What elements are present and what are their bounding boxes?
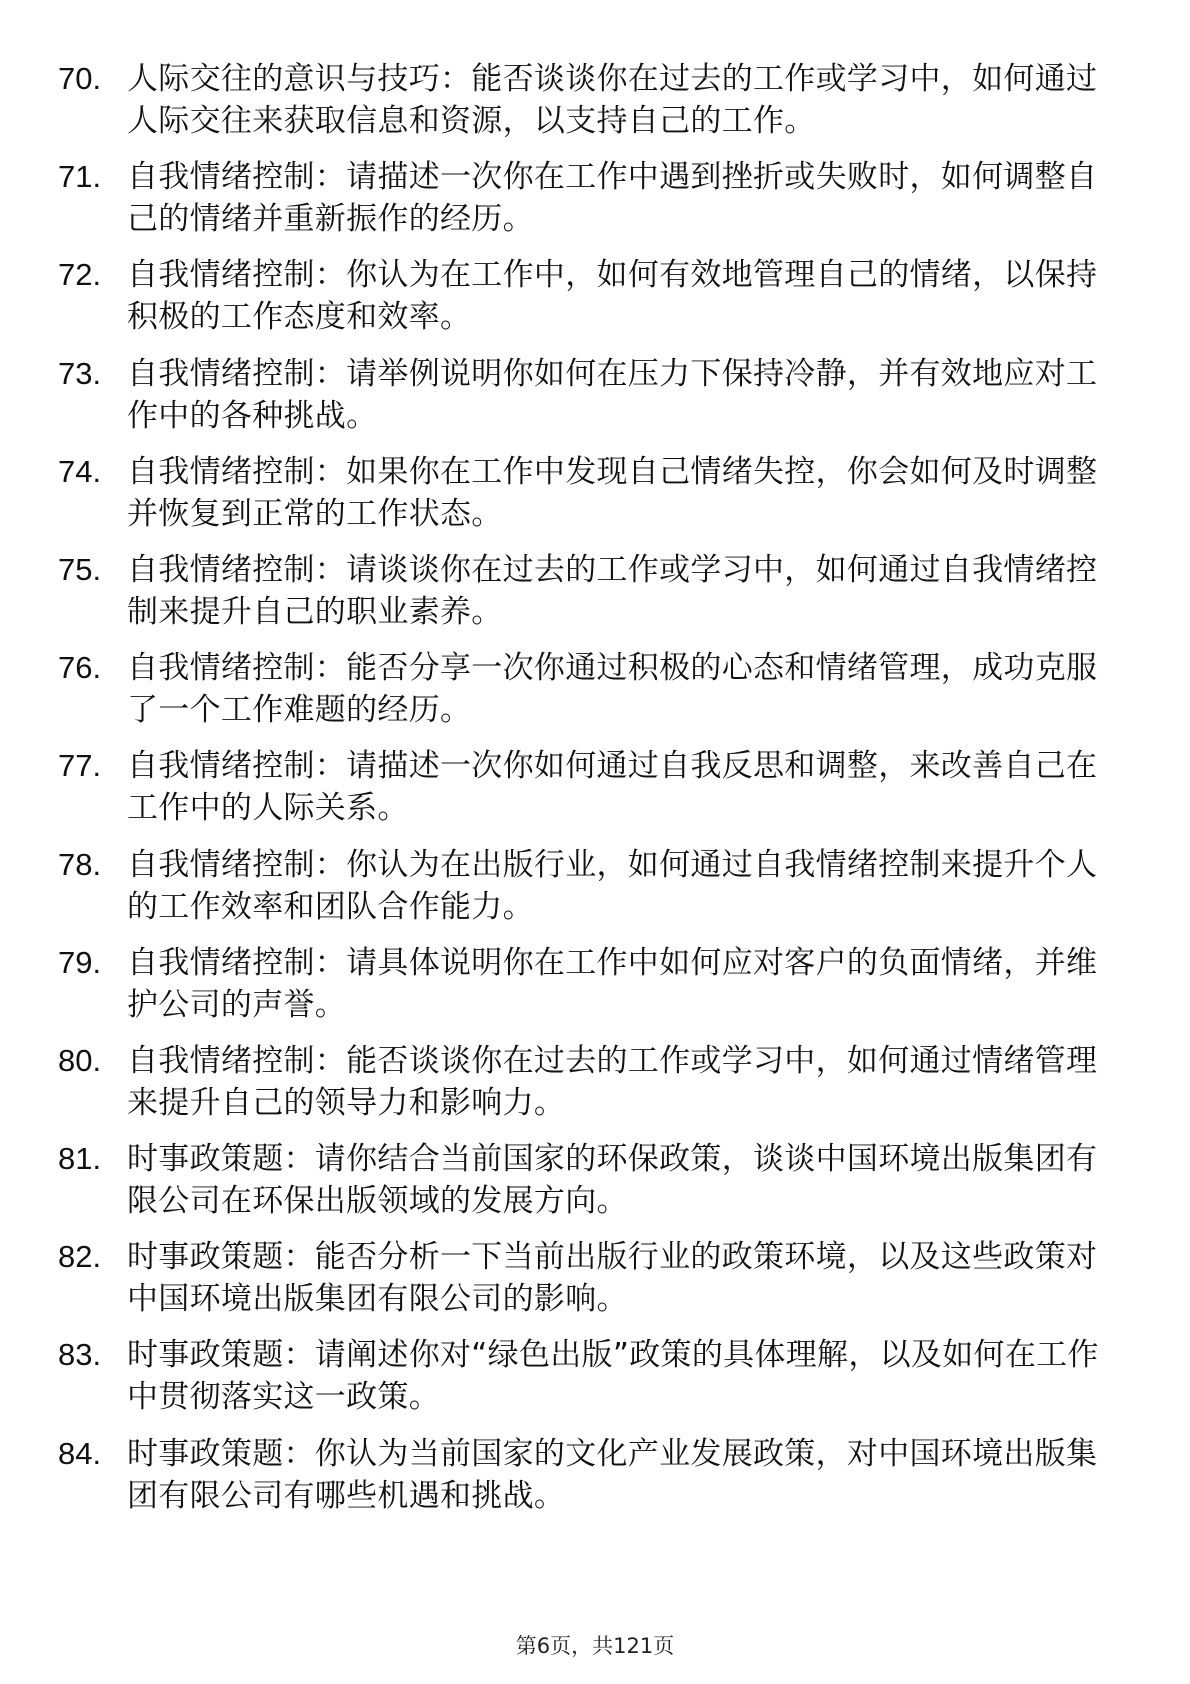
list-item bbox=[0, 836, 1190, 934]
question-list bbox=[0, 50, 1190, 1523]
question-text: 自我情绪控制：请举例说明你如何在压力下保持冷静，并有效地应对工作中的各种挑战。 bbox=[127, 355, 1098, 434]
question-text: 自我情绪控制：你认为在出版行业，如何通过自我情绪控制来提升个人的工作效率和团队合作能力。 bbox=[127, 846, 1098, 925]
list-item bbox=[0, 1425, 1190, 1523]
question-number: 83. bbox=[58, 1337, 102, 1373]
question-number: 82. bbox=[58, 1239, 102, 1275]
question-number: 79. bbox=[58, 944, 102, 980]
question-number: 84. bbox=[58, 1435, 102, 1471]
list-item bbox=[0, 1130, 1190, 1228]
question-text: 自我情绪控制：如果你在工作中发现自己情绪失控，你会如何及时调整并恢复到正常的工作状态。 bbox=[127, 453, 1098, 532]
question-text: 时事政策题：能否分析一下当前出版行业的政策环境，以及这些政策对中国环境出版集团有限公司的影响。 bbox=[127, 1239, 1098, 1318]
question-text: 自我情绪控制：请描述一次你在工作中遇到挫折或失败时，如何调整自己的情绪并重新振作的经历。 bbox=[127, 159, 1098, 238]
page-number: 第6页，共121页 bbox=[515, 1634, 675, 1658]
question-number: 74. bbox=[58, 453, 102, 489]
question-text: 自我情绪控制：请描述一次你如何通过自我反思和调整，来改善自己在工作中的人际关系。 bbox=[127, 748, 1098, 827]
question-text: 自我情绪控制：能否分享一次你通过积极的心态和情绪管理，成功克服了一个工作难题的经历。 bbox=[127, 650, 1098, 729]
list-item bbox=[0, 50, 1190, 148]
list-item bbox=[0, 443, 1190, 541]
question-number: 75. bbox=[58, 551, 102, 587]
list-item bbox=[0, 1326, 1190, 1424]
question-text: 时事政策题：你认为当前国家的文化产业发展政策，对中国环境出版集团有限公司有哪些机遇和挑战。 bbox=[127, 1435, 1098, 1514]
question-text: 时事政策题：请阐述你对“绿色出版”政策的具体理解，以及如何在工作中贯彻落实这一政策。 bbox=[127, 1337, 1099, 1416]
list-item bbox=[0, 1228, 1190, 1326]
question-number: 71. bbox=[58, 159, 102, 195]
list-item bbox=[0, 345, 1190, 443]
question-number: 80. bbox=[58, 1042, 102, 1078]
question-number: 78. bbox=[58, 846, 102, 882]
list-item bbox=[0, 934, 1190, 1032]
question-text: 时事政策题：请你结合当前国家的环保政策，谈谈中国环境出版集团有限公司在环保出版领域的发展方向。 bbox=[127, 1141, 1098, 1220]
list-item bbox=[0, 246, 1190, 344]
question-text: 自我情绪控制：你认为在工作中，如何有效地管理自己的情绪，以保持积极的工作态度和效率。 bbox=[127, 257, 1098, 336]
question-text: 自我情绪控制：请具体说明你在工作中如何应对客户的负面情绪，并维护公司的声誉。 bbox=[127, 944, 1098, 1023]
question-text: 自我情绪控制：能否谈谈你在过去的工作或学习中，如何通过情绪管理来提升自己的领导力和影响力。 bbox=[127, 1042, 1098, 1121]
question-number: 76. bbox=[58, 650, 102, 686]
list-item bbox=[0, 541, 1190, 639]
list-item bbox=[0, 148, 1190, 246]
question-number: 77. bbox=[58, 748, 102, 784]
list-item bbox=[0, 1032, 1190, 1130]
list-item bbox=[0, 639, 1190, 737]
question-text: 自我情绪控制：请谈谈你在过去的工作或学习中，如何通过自我情绪控制来提升自己的职业素养。 bbox=[127, 551, 1098, 630]
question-text: 人际交往的意识与技巧：能否谈谈你在过去的工作或学习中，如何通过人际交往来获取信息和资源，以支持自己的工作。 bbox=[127, 61, 1098, 139]
question-number: 81. bbox=[58, 1141, 102, 1177]
question-number: 72. bbox=[58, 257, 102, 293]
question-number: 70. bbox=[58, 61, 102, 96]
list-item bbox=[0, 737, 1190, 835]
question-number: 73. bbox=[58, 355, 102, 391]
